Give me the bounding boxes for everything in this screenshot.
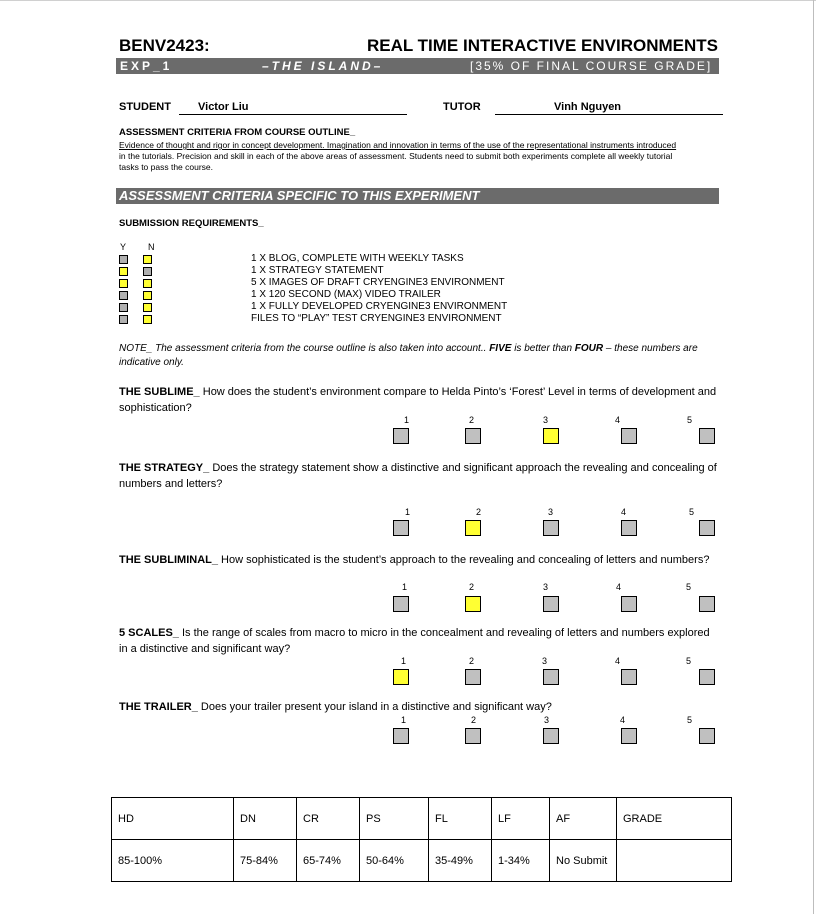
criteria-line-1: Evidence of thought and rigor in concept development. Imagination and innovation in terms of the use of the representational instruments introduced [119,140,677,150]
yes-checkbox[interactable] [119,255,128,264]
grade-header-cell: FL [429,798,492,840]
rating-checkbox-4[interactable] [621,428,637,444]
criteria-heading: ASSESSMENT CRITERIA FROM COURSE OUTLINE_ [119,127,356,138]
rating-number: 4 [620,715,626,725]
question-text: How does the student’s environment compare to Helda Pinto’s ‘Forest’ Level in terms of development and [199,386,717,398]
yes-checkbox[interactable] [119,291,128,300]
grade-header-cell: PS [360,798,429,840]
note-four: FOUR [574,343,604,354]
question-text-line-2: sophistication? [119,401,192,414]
rating-checkbox-5[interactable] [699,520,715,536]
rating-checkbox-1[interactable] [393,669,409,685]
grade-header-cell: AF [550,798,617,840]
grade-header-cell: LF [492,798,550,840]
no-checkbox[interactable] [143,303,152,312]
submission-item-label: 5 X IMAGES OF DRAFT CRYENGINE3 ENVIRONMENT [251,277,505,288]
question-text-line-2: numbers and letters? [119,477,223,490]
question-title: THE STRATEGY_ [119,462,210,474]
rating-checkbox-2[interactable] [465,669,481,685]
rating-checkbox-5[interactable] [699,669,715,685]
question-text: Is the range of scales from macro to micro in the concealment and revealing of letters and numbers explored [178,627,710,639]
submission-item-label: 1 X FULLY DEVELOPED CRYENGINE3 ENVIRONMENT [251,301,508,312]
rating-checkbox-4[interactable] [621,596,637,612]
grade-range-cell: 1-34% [492,840,550,882]
rating-checkbox-2[interactable] [465,428,481,444]
grade-header-row [112,798,732,840]
grade-range-cell: 50-64% [360,840,429,882]
rating-checkbox-3[interactable] [543,520,559,536]
submission-item-label: 1 X STRATEGY STATEMENT [251,265,384,276]
note-end: – these numbers are [603,343,698,354]
rating-number: 1 [405,507,411,517]
page-top-edge [0,0,816,1]
no-checkbox[interactable] [143,267,152,276]
specific-criteria-title: ASSESSMENT CRITERIA SPECIFIC TO THIS EXPERIMENT [119,188,480,203]
specific-criteria-band [116,188,719,204]
criteria-line-3: tasks to pass the course. [119,162,214,172]
question-title: 5 SCALES_ [119,627,179,639]
student-field [179,100,407,115]
grade-value-cell[interactable] [617,840,732,882]
yes-checkbox[interactable] [119,303,128,312]
tutor-name: Vinh Nguyen [554,101,622,113]
rating-checkbox-5[interactable] [699,596,715,612]
rating-number: 5 [687,715,693,725]
grade-range-cell: 35-49% [429,840,492,882]
question-title: THE SUBLIME_ [119,386,200,398]
rating-checkbox-3[interactable] [543,596,559,612]
yes-checkbox[interactable] [119,315,128,324]
tutor-field [495,100,723,115]
experiment-name: –THE ISLAND– [262,59,384,73]
rating-checkbox-3[interactable] [543,728,559,744]
rating-number: 5 [686,582,692,592]
rating-checkbox-3[interactable] [543,428,559,444]
rating-number: 2 [469,415,475,425]
rating-checkbox-1[interactable] [393,520,409,536]
submission-item-label: 1 X BLOG, COMPLETE WITH WEEKLY TASKS [251,253,464,264]
question-strategy [119,461,719,492]
question-trailer [119,700,719,716]
tutor-label: TUTOR [443,101,481,113]
rating-number: 1 [404,415,410,425]
question-scales [119,626,719,657]
assessment-note [119,342,719,370]
question-text: Does your trailer present your island in a distinctive and significant way? [197,701,552,713]
grade-weight: [35% OF FINAL COURSE GRADE] [470,59,713,73]
yes-checkbox[interactable] [119,267,128,276]
grade-header-cell: CR [297,798,360,840]
rating-checkbox-1[interactable] [393,596,409,612]
rating-checkbox-4[interactable] [621,520,637,536]
rating-checkbox-4[interactable] [621,728,637,744]
question-sublime [119,385,719,416]
rating-number: 4 [615,415,621,425]
no-checkbox[interactable] [143,315,152,324]
no-checkbox[interactable] [143,255,152,264]
question-subliminal [119,553,719,569]
student-label: STUDENT [119,101,171,113]
criteria-line-2: in the tutorials. Precision and skill in each of the above areas of assessment. Students need to submit both experiments complete all weekly tutorial [119,151,673,161]
rating-checkbox-2[interactable] [465,728,481,744]
grade-header-cell: DN [234,798,297,840]
submission-heading: SUBMISSION REQUIREMENTS_ [119,218,264,229]
no-column-label: N [148,242,155,252]
rating-checkbox-2[interactable] [465,520,481,536]
experiment-band [116,58,719,74]
rating-number: 1 [401,656,407,666]
rating-number: 1 [402,582,408,592]
rating-checkbox-5[interactable] [699,428,715,444]
yes-column-label: Y [120,242,127,252]
no-checkbox[interactable] [143,279,152,288]
submission-item-label: FILES TO “PLAY” TEST CRYENGINE3 ENVIRONMENT [251,313,502,324]
rating-checkbox-1[interactable] [393,728,409,744]
submission-item-label: 1 X 120 SECOND (MAX) VIDEO TRAILER [251,289,441,300]
rating-number: 3 [548,507,554,517]
note-prefix: NOTE_ [119,343,156,354]
yes-checkbox[interactable] [119,279,128,288]
grade-range-cell: No Submit [550,840,617,882]
course-code: BENV2423: [119,36,210,55]
rating-checkbox-5[interactable] [699,728,715,744]
rating-number: 4 [621,507,627,517]
rating-number: 5 [687,415,693,425]
grade-table [111,797,732,882]
note-five: FIVE [489,343,512,354]
page-right-edge [813,0,814,914]
grade-header-cell: GRADE [617,798,732,840]
note-line-2: indicative only. [119,357,184,368]
rating-number: 3 [542,656,548,666]
rating-number: 2 [476,507,482,517]
rating-number: 2 [471,715,477,725]
rating-checkbox-3[interactable] [543,669,559,685]
rating-checkbox-4[interactable] [621,669,637,685]
question-title: THE SUBLIMINAL_ [119,554,218,566]
rating-number: 2 [469,656,475,666]
rating-number: 3 [543,415,549,425]
rating-number: 3 [544,715,550,725]
rating-number: 4 [616,582,622,592]
no-checkbox[interactable] [143,291,152,300]
question-text-line-2: in a distinctive and significant way? [119,642,291,655]
course-title: REAL TIME INTERACTIVE ENVIRONMENTS [366,36,718,55]
rating-number: 4 [615,656,621,666]
question-text: How sophisticated is the student’s approach to the revealing and concealing of letters and numbers? [218,554,710,566]
rating-number: 2 [469,582,475,592]
note-text: The assessment criteria from the course outline is also taken into account.. [155,343,490,354]
grade-range-row [112,840,732,882]
rating-number: 1 [401,715,407,725]
question-title: THE TRAILER_ [119,701,198,713]
rating-number: 5 [689,507,695,517]
criteria-text [119,140,719,173]
rating-number: 3 [543,582,549,592]
rating-checkbox-1[interactable] [393,428,409,444]
rating-checkbox-2[interactable] [465,596,481,612]
question-text: Does the strategy statement show a distinctive and significant approach the revealing and concealing of [209,462,717,474]
grade-range-cell: 85-100% [112,840,234,882]
note-middle: is better than [511,343,575,354]
experiment-label: EXP_1 [120,59,173,73]
student-name: Victor Liu [198,101,249,113]
grade-range-cell: 75-84% [234,840,297,882]
grade-header-cell: HD [112,798,234,840]
rating-number: 5 [686,656,692,666]
grade-range-cell: 65-74% [297,840,360,882]
